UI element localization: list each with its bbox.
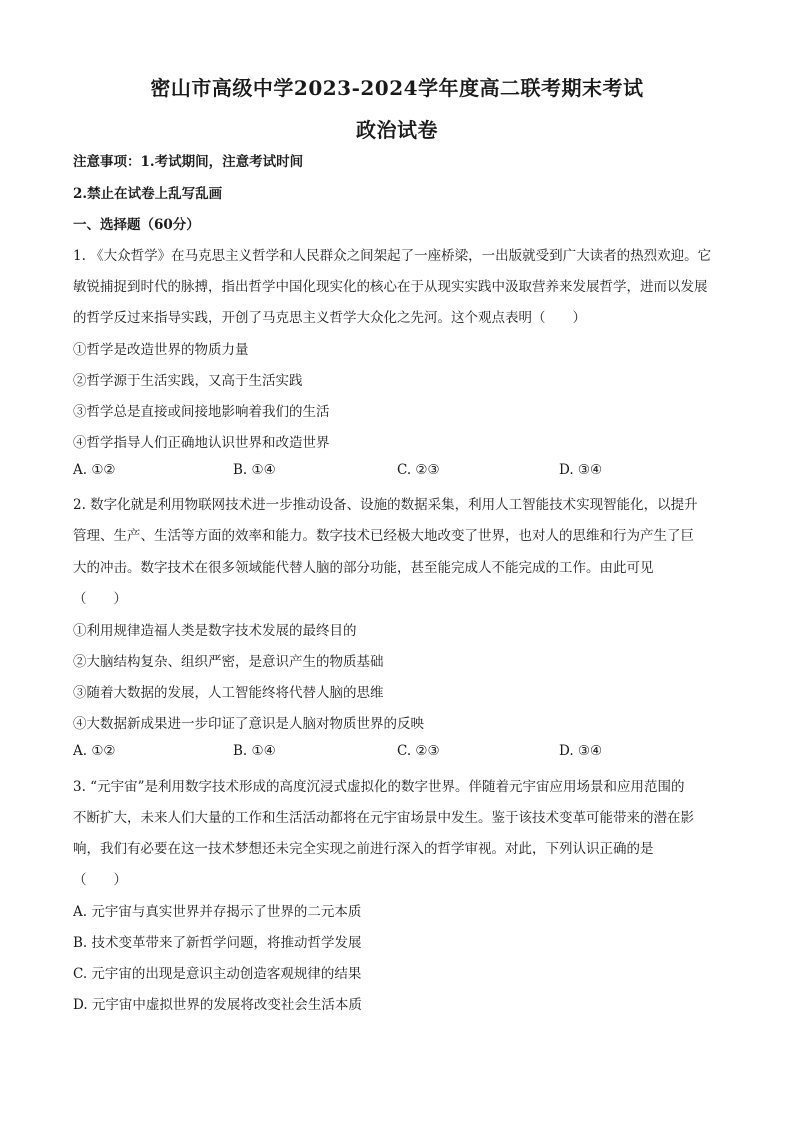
q3-option-a: A. 元宇宙与真实世界并存揭示了世界的二元本质: [73, 904, 362, 920]
notice-line-1: 注意事项：1.考试期间，注意考试时间: [73, 154, 304, 170]
q2-item: ③随着大数据的发展，人工智能终将代替人脑的思维: [73, 685, 384, 701]
q1-option-b: B. ①④: [233, 462, 276, 478]
q2-stem-line: 2. 数字化就是利用物联网技术进一步推动设备、设施的数据采集，利用人工智能技术实现智能化，以提升: [73, 497, 698, 513]
q1-stem-line: 1. 《大众哲学》在马克思主义哲学和人民群众之间架起了一座桥梁，一出版就受到广大读者的热烈欢迎。它: [73, 248, 712, 264]
q1-option-d: D. ③④: [559, 462, 603, 478]
q2-item: ④大数据新成果进一步印证了意识是人脑对物质世界的反映: [73, 716, 424, 732]
q2-answer-bracket: （ ）: [73, 591, 127, 607]
q1-stem-line: 的哲学反过来指导实践，开创了马克思主义哲学大众化之先河。这个观点表明（ ）: [73, 310, 586, 326]
q3-stem-line: 响，我们有必要在这一技术梦想还未完全实现之前进行深入的哲学审视。对此，下列认识正确的是: [73, 841, 654, 857]
exam-title: 密山市高级中学2023-2024学年度高二联考期末考试: [150, 76, 644, 100]
q2-option-b: B. ①④: [233, 743, 276, 759]
q1-option-a: A. ①②: [73, 462, 116, 478]
q2-option-a: A. ①②: [73, 743, 116, 759]
q1-stem-line: 敏锐捕捉到时代的脉搏，指出哲学中国化现实化的核心在于从现实实践中汲取营养来发展哲学，进而以发展: [73, 279, 708, 295]
q1-item: ①哲学是改造世界的物质力量: [73, 342, 249, 358]
q1-item: ④哲学指导人们正确地认识世界和改造世界: [73, 435, 330, 451]
section-heading: 一、选择题（60分）: [73, 217, 200, 233]
q3-option-c: C. 元宇宙的出现是意识主动创造客观规律的结果: [73, 966, 362, 982]
q3-stem-line: 3. “元宇宙”是利用数字技术形成的高度沉浸式虚拟化的数字世界。伴随着元宇宙应用场景和应用范围的: [73, 779, 685, 795]
q2-item: ①利用规律造福人类是数字技术发展的最终目的: [73, 623, 357, 639]
q1-item: ②哲学源于生活实践，又高于生活实践: [73, 373, 303, 389]
q3-stem-line: 不断扩大，未来人们大量的工作和生活活动都将在元宇宙场景中发生。鉴于该技术变革可能带来的潜在影: [73, 810, 694, 826]
q3-option-d: D. 元宇宙中虚拟世界的发展将改变社会生活本质: [73, 997, 362, 1013]
q2-option-c: C. ②③: [397, 743, 440, 759]
notice-line-2: 2.禁止在试卷上乱写乱画: [73, 186, 223, 202]
q1-option-c: C. ②③: [397, 462, 440, 478]
q2-stem-line: 管理、生产、生活等方面的效率和能力。数字技术已经极大地改变了世界，也对人的思维和行为产生了巨: [73, 528, 694, 544]
q3-answer-bracket: （ ）: [73, 872, 127, 888]
q3-option-b: B. 技术变革带来了新哲学问题，将推动哲学发展: [73, 935, 362, 951]
q2-option-d: D. ③④: [559, 743, 603, 759]
q1-item: ③哲学总是直接或间接地影响着我们的生活: [73, 404, 330, 420]
q2-stem-line: 大的冲击。数字技术在很多领域能代替人脑的部分功能，甚至能完成人不能完成的工作。由此可见: [73, 560, 654, 576]
q2-item: ②大脑结构复杂、组织严密，是意识产生的物质基础: [73, 654, 384, 670]
exam-subtitle: 政治试卷: [356, 118, 438, 142]
